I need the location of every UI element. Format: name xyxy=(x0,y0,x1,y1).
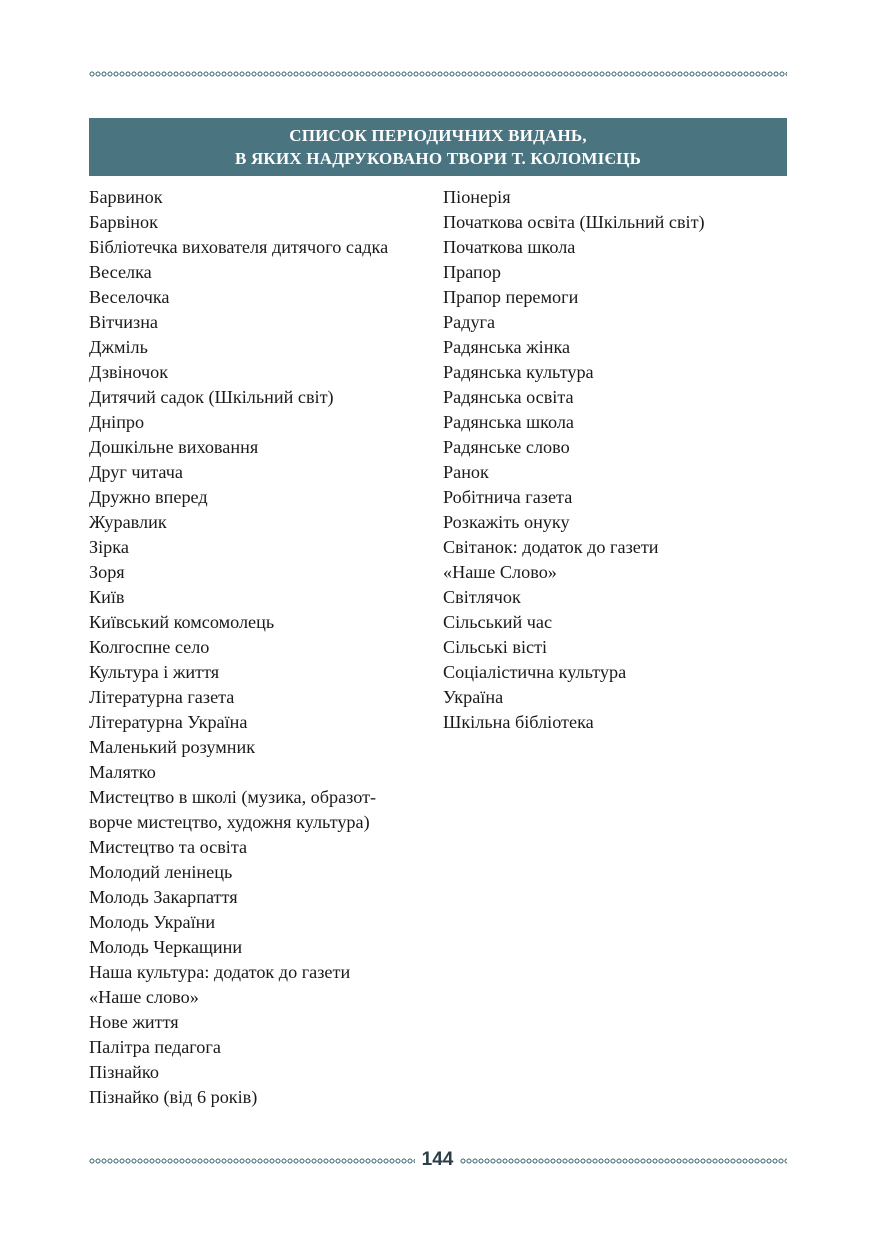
periodical-item: Радуга xyxy=(443,312,496,332)
periodical-item: Культура і життя xyxy=(89,662,220,682)
periodical-item: Молодий ленінець xyxy=(89,862,233,882)
periodical-item: Радянська школа xyxy=(443,412,575,432)
right-periodicals-list xyxy=(443,185,783,735)
periodical-item: Прапор xyxy=(443,262,501,282)
page-number: 144 xyxy=(421,1149,454,1170)
periodical-item: Барвинок xyxy=(89,187,163,207)
periodical-item: Джміль xyxy=(89,337,148,357)
page-title xyxy=(89,118,787,176)
periodical-item: Колгоспне село xyxy=(89,637,210,657)
periodical-item: Піонерія xyxy=(443,187,511,207)
periodical-item: Літературна газета xyxy=(89,687,235,707)
left-periodicals-list xyxy=(89,185,439,1110)
periodical-item: Радянська освіта xyxy=(443,387,574,407)
periodical-item: «Наше слово» xyxy=(89,987,199,1007)
periodical-item: Наша культура: додаток до газети xyxy=(89,962,351,982)
periodical-item: Журавлик xyxy=(89,512,167,532)
periodical-item: Україна xyxy=(443,687,504,707)
periodical-item: Сільський час xyxy=(443,612,553,632)
periodical-item: Ранок xyxy=(443,462,489,482)
periodical-item: Вітчизна xyxy=(89,312,159,332)
periodical-item: Барвінок xyxy=(89,212,158,232)
periodical-item: Мистецтво в школі (музика, образот- xyxy=(89,787,377,807)
periodical-item: Радянське слово xyxy=(443,437,570,457)
page-title-line-2: В ЯКИХ НАДРУКОВАНО ТВОРИ Т. КОЛОМІЄЦЬ xyxy=(234,149,642,168)
periodical-item: Молодь Черкащини xyxy=(89,937,243,957)
periodical-item: Дитячий садок (Шкільний світ) xyxy=(89,387,334,407)
periodical-item: Літературна Україна xyxy=(89,712,248,732)
periodical-item: Палітра педагога xyxy=(89,1037,221,1057)
periodical-item: Зірка xyxy=(89,537,129,557)
periodical-item: Початкова освіта (Шкільний світ) xyxy=(443,212,705,232)
periodical-item: Радянська культура xyxy=(443,362,594,382)
periodical-item: Шкільна бібліотека xyxy=(443,712,594,732)
top-ornament-divider xyxy=(89,70,787,78)
periodical-item: Нове життя xyxy=(89,1012,179,1032)
periodical-item: Світлячок xyxy=(443,587,521,607)
periodical-item: Радянська жінка xyxy=(443,337,571,357)
periodical-item: Веселочка xyxy=(89,287,170,307)
periodical-item: Розкажіть онуку xyxy=(443,512,570,532)
periodical-item: Світанок: додаток до газети xyxy=(443,537,659,557)
periodical-item: Веселка xyxy=(89,262,152,282)
periodical-item: Маленький розумник xyxy=(89,737,256,757)
bottom-ornament-right xyxy=(460,1157,787,1165)
periodical-item: Прапор перемоги xyxy=(443,287,579,307)
periodical-item: Друг читача xyxy=(89,462,183,482)
periodical-item: Дніпро xyxy=(89,412,145,432)
periodical-item: Молодь України xyxy=(89,912,216,932)
periodical-item: Дошкільне виховання xyxy=(89,437,259,457)
periodical-item: Малятко xyxy=(89,762,156,782)
periodical-item: Початкова школа xyxy=(443,237,576,257)
periodical-item: Дзвіночок xyxy=(89,362,169,382)
periodical-item: Київ xyxy=(89,587,125,607)
periodical-item: Зоря xyxy=(89,562,125,582)
periodical-item: Пізнайко (від 6 років) xyxy=(89,1087,258,1107)
periodical-item: Пізнайко xyxy=(89,1062,159,1082)
periodical-item: Мистецтво та освіта xyxy=(89,837,248,857)
periodical-item: Соціалістична культура xyxy=(443,662,627,682)
periodical-item: ворче мистецтво, художня культура) xyxy=(89,812,370,832)
periodical-item: Молодь Закарпаття xyxy=(89,887,238,907)
periodical-item: Дружно вперед xyxy=(89,487,208,507)
bottom-ornament-left xyxy=(89,1157,415,1165)
page-title-line-1: СПИСОК ПЕРІОДИЧНИХ ВИДАНЬ, xyxy=(289,126,587,145)
periodical-item: Київський комсомолець xyxy=(89,612,275,632)
periodical-item: Робітнича газета xyxy=(443,487,573,507)
periodical-item: Бібліотечка вихователя дитячого садка xyxy=(89,237,389,257)
periodical-item: Сільські вісті xyxy=(443,637,548,657)
periodical-item: «Наше Слово» xyxy=(443,562,557,582)
